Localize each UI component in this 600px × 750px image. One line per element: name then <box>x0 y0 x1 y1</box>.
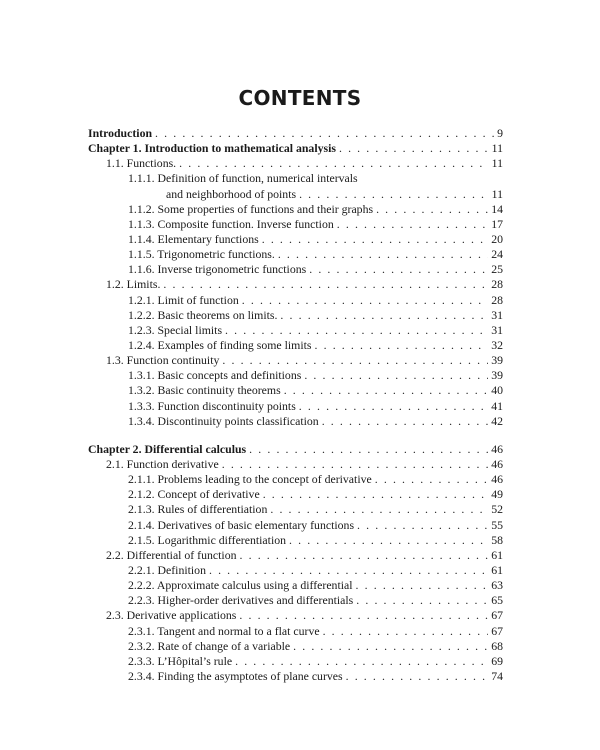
toc-dot-leader <box>293 639 488 654</box>
toc-section-entry[interactable] <box>88 608 503 623</box>
toc-entry-label: 1.3.4. Discontinuity points classification <box>128 413 319 428</box>
toc-entry-label: 1.3. Function continuity <box>106 353 220 368</box>
toc-subsection-entry[interactable] <box>88 593 503 608</box>
toc-entry-label: 2.3.2. Rate of change of a variable <box>128 638 291 653</box>
toc-page-number: 52 <box>491 502 503 517</box>
toc-entry-label: 1.1.2. Some properties of functions and their graphs <box>128 201 374 216</box>
toc-entry-label: 1.2. Limits. <box>106 277 161 292</box>
toc-subsection-entry[interactable] <box>88 502 503 517</box>
toc-page-number: 46 <box>491 472 503 487</box>
toc-subsection-entry[interactable] <box>88 217 503 232</box>
toc-subsection-entry[interactable] <box>88 383 503 398</box>
page-title: CONTENTS <box>238 86 362 110</box>
toc-chapter-entry[interactable] <box>88 141 503 156</box>
toc-dot-leader <box>249 442 488 457</box>
toc-dot-leader <box>209 563 488 578</box>
toc-entry-label: 2.2.3. Higher-order derivatives and differentials <box>128 593 354 608</box>
toc-dot-leader <box>323 624 489 639</box>
toc-page-number: 17 <box>491 216 503 231</box>
toc-entry-label: 1.3.1. Basic concepts and definitions <box>128 368 302 383</box>
toc-subsection-entry[interactable] <box>88 338 503 353</box>
toc-entry-label: 2.1.1. Problems leading to the concept of derivative <box>128 472 372 487</box>
toc-subsection-entry[interactable] <box>88 368 503 383</box>
toc-subsection-entry[interactable] <box>88 518 503 533</box>
toc-page-number: 39 <box>491 368 503 383</box>
toc-page-number: 65 <box>491 593 503 608</box>
toc-entry-label: 2.2. Differential of function <box>106 547 237 562</box>
toc-entry-label: 2.3.1. Tangent and normal to a flat curve <box>128 623 320 638</box>
toc-section-entry[interactable] <box>88 548 503 563</box>
toc-dot-leader <box>263 487 489 502</box>
toc-entry-continuation[interactable] <box>88 187 503 202</box>
toc-page-number: 46 <box>491 456 503 471</box>
toc-dot-leader <box>376 202 488 217</box>
toc-page-number: 46 <box>491 441 503 456</box>
toc-section-entry[interactable] <box>88 457 503 472</box>
toc-subsection-entry[interactable] <box>88 399 503 414</box>
toc-entry-label: 1.2.3. Special limits <box>128 322 223 337</box>
toc-dot-leader <box>357 518 488 533</box>
toc-page-number: 61 <box>491 547 503 562</box>
toc-entry-label: 1.1. Functions. <box>106 156 177 171</box>
toc-dot-leader <box>346 669 489 684</box>
toc-subsection-entry[interactable] <box>88 414 503 429</box>
toc-subsection-entry[interactable] <box>88 563 503 578</box>
toc-dot-leader <box>222 353 488 368</box>
toc-dot-leader <box>356 593 488 608</box>
toc-subsection-entry[interactable] <box>88 171 503 186</box>
toc-page-number: 28 <box>491 277 503 292</box>
toc-subsection-entry[interactable] <box>88 624 503 639</box>
toc-page-number: 11 <box>491 186 503 201</box>
toc-subsection-entry[interactable] <box>88 293 503 308</box>
toc-subsection-entry[interactable] <box>88 323 503 338</box>
toc-page-number: 39 <box>491 353 503 368</box>
toc-page-number: 40 <box>491 383 503 398</box>
toc-dot-leader <box>239 608 488 623</box>
toc-entry-label: 2.2.1. Definition <box>128 562 206 577</box>
toc-page-number: 74 <box>491 668 503 683</box>
toc-section-entry[interactable] <box>88 353 503 368</box>
toc-subsection-entry[interactable] <box>88 578 503 593</box>
toc-page-number: 49 <box>491 487 503 502</box>
toc-subsection-entry[interactable] <box>88 247 503 262</box>
toc-entry-label: 2.3.4. Finding the asymptotes of plane curves <box>128 668 343 683</box>
toc-subsection-entry[interactable] <box>88 669 503 684</box>
toc-dot-leader <box>262 232 488 247</box>
toc-entry-label: Chapter 1. Introduction to mathematical analysis <box>88 141 336 156</box>
toc-subsection-entry[interactable] <box>88 232 503 247</box>
toc-chapter-entry[interactable] <box>88 442 503 457</box>
toc-dot-leader <box>179 156 489 171</box>
toc-entry-label: and neighborhood of points <box>166 186 297 201</box>
toc-page-number: 28 <box>491 292 503 307</box>
toc-page-number: 24 <box>491 247 503 262</box>
toc-dot-leader <box>280 308 488 323</box>
toc-entry-label: 1.1.3. Composite function. Inverse function <box>128 216 334 231</box>
toc-dot-leader <box>163 277 488 292</box>
toc-dot-leader <box>304 368 488 383</box>
toc-page-number: 41 <box>491 398 503 413</box>
toc-dot-leader <box>225 323 488 338</box>
toc-entry-label: 2.1.2. Concept of derivative <box>128 487 260 502</box>
toc-subsection-entry[interactable] <box>88 639 503 654</box>
table-of-contents <box>88 126 503 684</box>
toc-chapter-entry[interactable] <box>88 126 503 141</box>
toc-entry-label: 2.1.5. Logarithmic differentiation <box>128 532 287 547</box>
toc-page-number: 63 <box>491 578 503 593</box>
toc-subsection-entry[interactable] <box>88 654 503 669</box>
toc-dot-leader <box>284 383 489 398</box>
toc-dot-leader <box>155 126 494 141</box>
toc-subsection-entry[interactable] <box>88 262 503 277</box>
toc-dot-leader <box>375 472 488 487</box>
toc-page-number: 31 <box>491 307 503 322</box>
toc-entry-label: 1.1.5. Trigonometric functions. <box>128 247 275 262</box>
toc-entry-label: 1.1.1. Definition of function, numerical intervals <box>128 171 358 186</box>
toc-entry-label: Introduction <box>88 126 153 140</box>
toc-entry-label: 2.1.4. Derivatives of basic elementary functions <box>128 517 355 532</box>
toc-page-number: 31 <box>491 322 503 337</box>
toc-dot-leader <box>278 247 488 262</box>
toc-page-number: 25 <box>491 262 503 277</box>
toc-page-number: 32 <box>491 337 503 352</box>
toc-page-number: 67 <box>491 608 503 623</box>
toc-page-number: 58 <box>491 532 503 547</box>
toc-subsection-entry[interactable] <box>88 308 503 323</box>
toc-section-entry[interactable] <box>88 156 503 171</box>
toc-dot-leader <box>240 548 489 563</box>
toc-page-number: 55 <box>491 517 503 532</box>
toc-page-number: 9 <box>497 126 503 140</box>
toc-entry-label: Chapter 2. Differential calculus <box>88 441 247 456</box>
toc-page-number: 42 <box>491 413 503 428</box>
toc-page-number: 11 <box>491 141 503 156</box>
toc-dot-leader <box>270 502 488 517</box>
toc-dot-leader <box>235 654 488 669</box>
toc-subsection-entry[interactable] <box>88 472 503 487</box>
toc-entry-label: 2.3.3. L’Hôpital’s rule <box>128 653 233 668</box>
toc-entry-label: 2.1. Function derivative <box>106 456 219 471</box>
toc-entry-label: 2.1.3. Rules of differentiation <box>128 502 268 517</box>
toc-dot-leader <box>322 414 489 429</box>
toc-section-entry[interactable] <box>88 277 503 292</box>
toc-entry-label: 1.2.2. Basic theorems on limits. <box>128 307 278 322</box>
toc-dot-leader <box>315 338 489 353</box>
toc-dot-leader <box>242 293 488 308</box>
toc-dot-leader <box>339 141 489 156</box>
toc-subsection-entry[interactable] <box>88 533 503 548</box>
toc-entry-label: 2.2.2. Approximate calculus using a differential <box>128 578 353 593</box>
chapter-spacer <box>88 429 503 442</box>
toc-entry-label: 1.3.3. Function discontinuity points <box>128 398 296 413</box>
toc-page-number: 14 <box>491 201 503 216</box>
toc-dot-leader <box>299 399 488 414</box>
toc-dot-leader <box>299 187 489 202</box>
toc-page-number: 68 <box>491 638 503 653</box>
toc-entry-label: 1.2.4. Examples of finding some limits <box>128 337 312 352</box>
toc-subsection-entry[interactable] <box>88 487 503 502</box>
toc-page-number: 67 <box>491 623 503 638</box>
toc-dot-leader <box>337 217 488 232</box>
toc-dot-leader <box>309 262 488 277</box>
toc-subsection-entry[interactable] <box>88 202 503 217</box>
toc-page-number: 61 <box>491 562 503 577</box>
toc-dot-leader <box>356 578 489 593</box>
toc-page-number: 20 <box>491 231 503 246</box>
toc-entry-label: 1.1.6. Inverse trigonometric functions <box>128 262 307 277</box>
toc-entry-label: 1.2.1. Limit of function <box>128 292 239 307</box>
toc-dot-leader <box>222 457 488 472</box>
toc-entry-label: 1.1.4. Elementary functions <box>128 231 259 246</box>
toc-entry-label: 2.3. Derivative applications <box>106 608 237 623</box>
toc-entry-label: 1.3.2. Basic continuity theorems <box>128 383 281 398</box>
toc-page-number: 11 <box>491 156 503 171</box>
toc-page-number: 69 <box>491 653 503 668</box>
toc-dot-leader <box>289 533 488 548</box>
